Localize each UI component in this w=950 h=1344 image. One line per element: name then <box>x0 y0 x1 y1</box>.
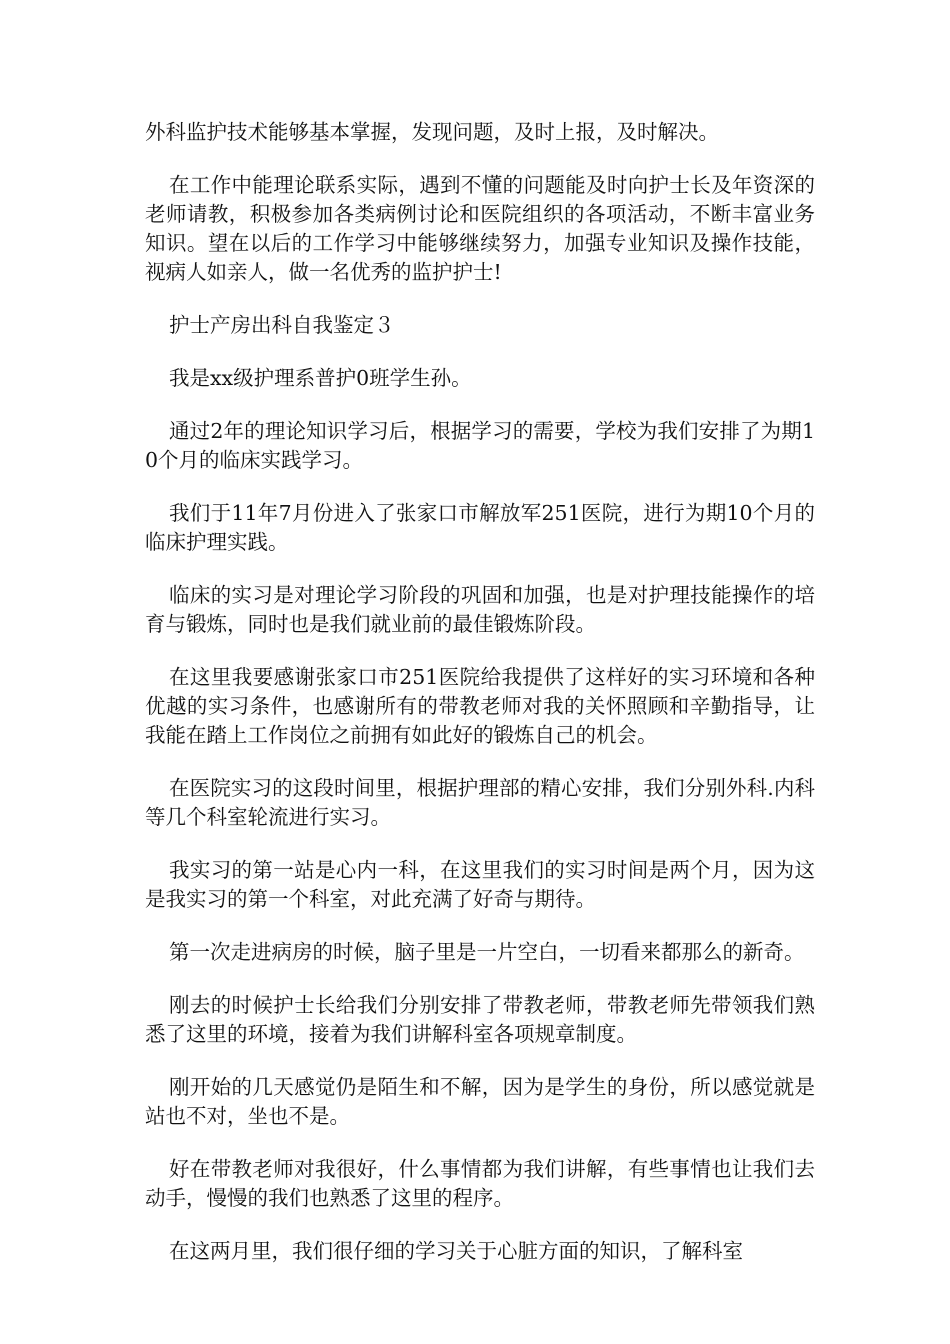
paragraph-5: 通过2年的理论知识学习后，根据学习的需要，学校为我们安排了为期10个月的临床实践学习。 <box>145 419 815 472</box>
paragraph-11: 第一次走进病房的时候，脑子里是一片空白，一切看来都那么的新奇。 <box>169 940 805 964</box>
paragraph-2: 在工作中能理论联系实际，遇到不懂的问题能及时向护士长及年资深的老师请教，积极参加各类病例讨论和医院组织的各项活动，不断丰富业务知识。望在以后的工作学习中能够继续努力，加强专业知识及操作技能，视病人如亲人，做一名优秀的监护护士! <box>145 173 815 284</box>
paragraph-13: 刚开始的几天感觉仍是陌生和不解，因为是学生的身份，所以感觉就是站也不对，坐也不是。 <box>145 1075 815 1128</box>
paragraph-15: 在这两月里，我们很仔细的学习关于心脏方面的知识，了解科室 <box>169 1239 743 1263</box>
paragraph-4: 我是xx级护理系普护0班学生孙。 <box>169 366 472 390</box>
paragraph-1: 外科监护技术能够基本掌握，发现问题，及时上报，及时解决。 <box>145 120 719 144</box>
paragraph-6: 我们于11年7月份进入了张家口市解放军251医院，进行为期10个月的临床护理实践。 <box>145 501 815 554</box>
paragraph-12: 刚去的时候护士长给我们分别安排了带教老师，带教老师先带领我们熟悉了这里的环境，接着为我们讲解科室各项规章制度。 <box>145 993 815 1046</box>
paragraph-9: 在医院实习的这段时间里，根据护理部的精心安排，我们分别外科.内科等几个科室轮流进行实习。 <box>145 776 815 829</box>
paragraph-7: 临床的实习是对理论学习阶段的巩固和加强，也是对护理技能操作的培育与锻炼，同时也是我们就业前的最佳锻炼阶段。 <box>145 583 815 636</box>
document-page <box>145 118 815 1290</box>
paragraph-14: 好在带教老师对我很好，什么事情都为我们讲解，有些事情也让我们去动手，慢慢的我们也熟悉了这里的程序。 <box>145 1157 815 1210</box>
section-heading: 护士产房出科自我鉴定３ <box>169 313 395 337</box>
paragraph-10: 我实习的第一站是心内一科，在这里我们的实习时间是两个月，因为这是我实习的第一个科室，对此充满了好奇与期待。 <box>145 858 815 911</box>
paragraph-8: 在这里我要感谢张家口市251医院给我提供了这样好的实习环境和各种优越的实习条件，也感谢所有的带教老师对我的关怀照顾和辛勤指导，让我能在踏上工作岗位之前拥有如此好的锻炼自己的机会。 <box>145 665 815 747</box>
